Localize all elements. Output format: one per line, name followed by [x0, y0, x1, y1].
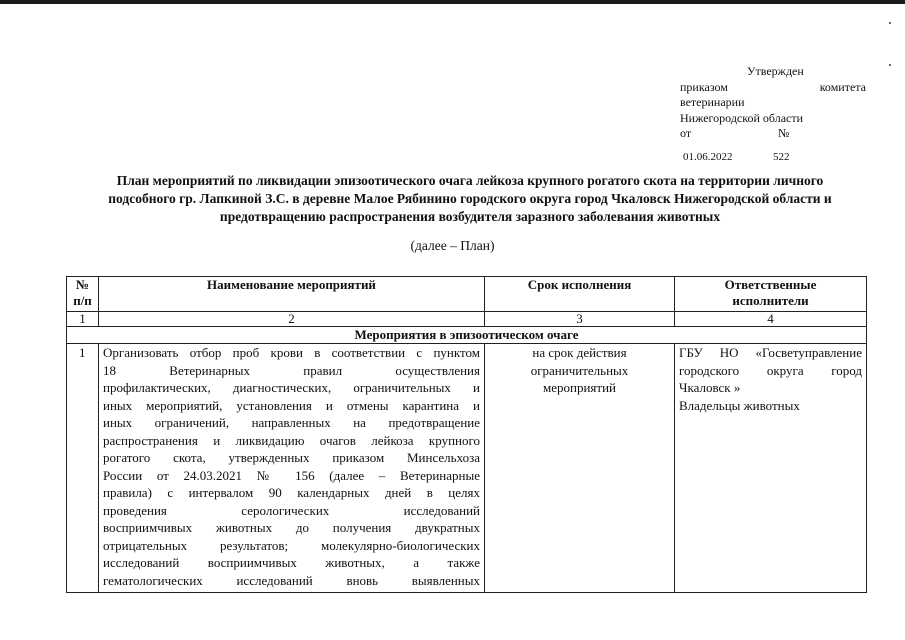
- document-title: [70, 172, 870, 226]
- approval-line2: ветеринарии: [680, 95, 745, 109]
- column-number: 2: [99, 312, 485, 327]
- header-deadline: Срок исполнения: [485, 277, 675, 312]
- column-number-row: [67, 312, 867, 327]
- section-row: [67, 327, 867, 344]
- description-line: восприимчивых животных до получения двукратных: [103, 520, 480, 535]
- approval-line3: Нижегородской области: [680, 110, 804, 125]
- row-responsible: [675, 344, 867, 593]
- column-number: 3: [485, 312, 675, 327]
- description-line: исследований восприимчивых животных, а также: [103, 555, 480, 570]
- description-line: профилактических, диагностических, ограничительных и: [103, 380, 480, 395]
- description-line: 18 Ветеринарных правил осуществления: [103, 362, 480, 378]
- section-title: Мероприятия в эпизоотическом очаге: [67, 327, 867, 344]
- plan-table: [66, 276, 867, 593]
- column-number: 1: [67, 312, 99, 327]
- document-subtitle: (далее – План): [410, 238, 495, 253]
- row-number: 1: [67, 344, 99, 593]
- table-header-row: [67, 277, 867, 312]
- header-responsible: Ответственные исполнители: [675, 277, 867, 312]
- description-line: иных ограничений, направленных на предотвращение: [103, 415, 480, 430]
- approval-from-label: от: [680, 126, 692, 140]
- header-activities: Наименование мероприятий: [99, 277, 485, 312]
- description-line: России от 24.03.2021 № 156 (далее – Ветеринарные: [103, 467, 480, 483]
- description-line: распространения и ликвидацию очагов лейкоза крупного: [103, 432, 480, 448]
- column-number: 4: [675, 312, 867, 327]
- description-line: рогатого скота, утвержденных приказом Минсельхоза: [103, 450, 480, 465]
- approval-number-label: №: [778, 126, 790, 140]
- row-description: [99, 344, 485, 593]
- table-row: [67, 344, 867, 593]
- approval-heading: Утвержден: [747, 64, 804, 78]
- description-line: правила) с интервалом 90 календарных дней в целях: [103, 485, 480, 500]
- approval-line1-left: приказом: [680, 79, 728, 94]
- description-line: Организовать отбор проб крови в соответствии с пунктом: [103, 345, 480, 360]
- scan-dot: [889, 64, 891, 66]
- deadline-line: мероприятий: [543, 380, 616, 395]
- title-line: предотвращению распространения возбудителя заразного заболевания животных: [219, 209, 721, 224]
- approval-number: 522: [773, 150, 790, 163]
- description-line: иных мероприятий, установления и отмены карантина и: [103, 397, 480, 413]
- description-line: отрицательных результатов; молекулярно-биологических: [103, 537, 480, 553]
- row-deadline: [485, 344, 675, 593]
- description-line: гематологических исследований вновь выявленных: [103, 572, 480, 588]
- deadline-line: на срок действия: [532, 345, 627, 360]
- approval-block: [680, 64, 866, 165]
- approval-line1-right: комитета: [819, 79, 866, 94]
- title-line: План мероприятий по ликвидации эпизоотического очага лейкоза крупного рогатого скота на территории личного: [116, 173, 824, 188]
- header-num: № п/п: [67, 277, 99, 312]
- top-border: [0, 0, 905, 4]
- title-line: подсобного гр. Лапкиной З.С. в деревне Малое Рябинино городского округа город Чкаловск Нижегородской области и: [108, 191, 832, 206]
- responsible-org: ГБУ НО «Госветуправление городского округа город Чкаловск »: [679, 345, 862, 395]
- responsible-owners: Владельцы животных: [679, 397, 800, 413]
- scan-dot: [889, 22, 891, 24]
- approval-date: 01.06.2022: [683, 150, 733, 163]
- deadline-line: ограничительных: [530, 362, 629, 378]
- description-line: проведения серологических исследований: [103, 502, 480, 518]
